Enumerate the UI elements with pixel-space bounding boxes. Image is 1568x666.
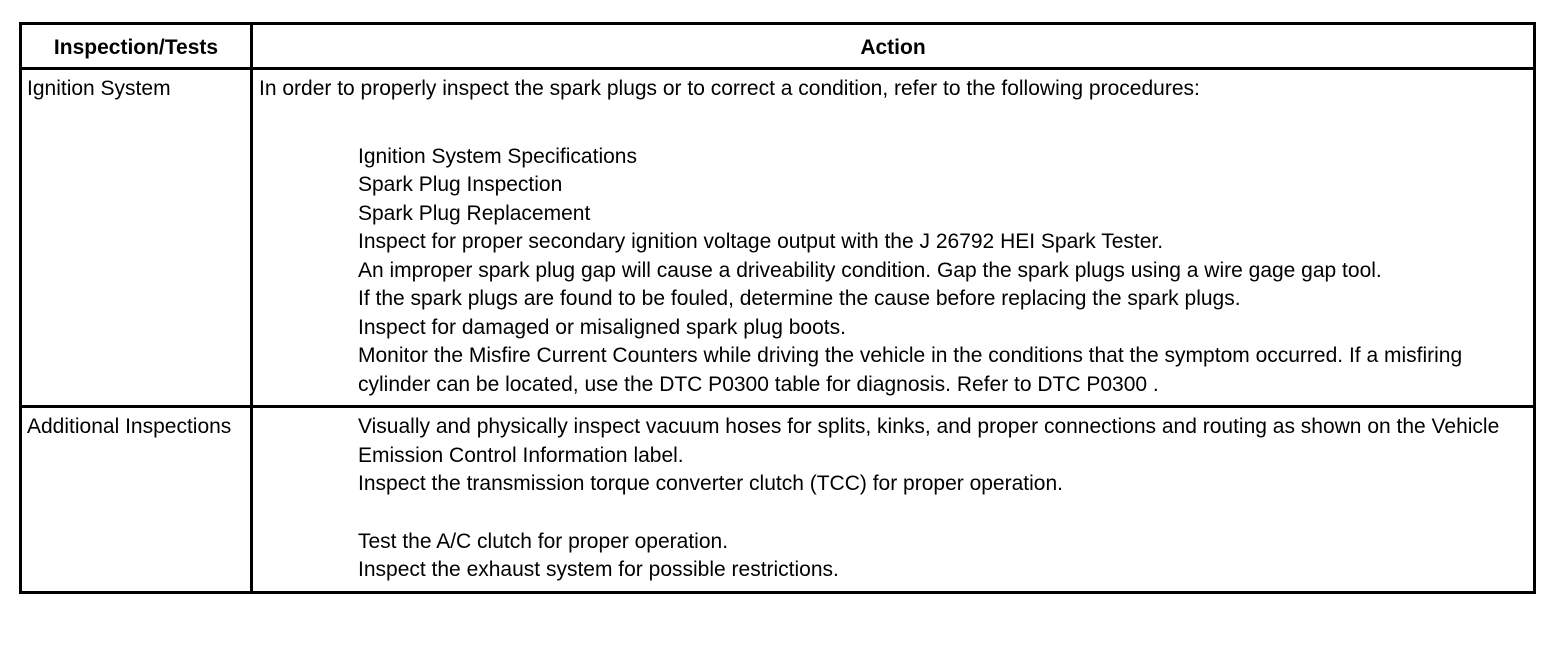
action-step: If the spark plugs are found to be fouled, determine the cause before replacing the spark plugs. — [358, 287, 1241, 310]
action-step: An improper spark plug gap will cause a driveability condition. Gap the spark plugs using a wire gage gap tool. — [358, 258, 1382, 282]
action-step: Spark Plug Replacement — [358, 201, 591, 225]
row-label-additional-inspections: Additional Inspections — [21, 407, 252, 593]
action-step: Monitor the Misfire Current Counters while driving the vehicle in the conditions that the symptom occurred. If a misfiring cylinder can be located, use the DTC P0300 table for diagnosis. Refer to DTC P0300 . — [358, 344, 1463, 396]
action-step: Visually and physically inspect vacuum hoses for splits, kinks, and proper connections and routing as shown on the Vehicle Emission Control Information label. — [358, 415, 1500, 467]
row-label-ignition-system: Ignition System — [21, 69, 252, 407]
header-inspection-tests: Inspection/Tests — [21, 24, 252, 69]
action-steps-additional — [259, 413, 1525, 585]
header-row — [21, 24, 1535, 69]
action-step: Inspect the exhaust system for possible restrictions. — [358, 558, 839, 581]
action-step: Test the A/C clutch for proper operation. — [358, 529, 729, 553]
table-row-ignition-system — [21, 69, 1535, 407]
action-step: Inspect for proper secondary ignition voltage output with the J 26792 HEI Spark Tester. — [358, 230, 1164, 253]
action-step: Spark Plug Inspection — [358, 173, 563, 196]
header-action: Action — [252, 24, 1535, 69]
action-steps-ignition — [259, 143, 1525, 400]
action-intro: In order to properly inspect the spark plugs or to correct a condition, refer to the following procedures: — [259, 77, 1200, 100]
action-cell-additional-inspections — [252, 407, 1535, 593]
action-cell-ignition-system — [252, 69, 1535, 407]
action-step: Inspect the transmission torque converter clutch (TCC) for proper operation. — [358, 472, 1063, 495]
inspection-table — [19, 22, 1536, 594]
table-row-additional-inspections — [21, 407, 1535, 593]
action-step: Inspect for damaged or misaligned spark plug boots. — [358, 315, 846, 339]
action-step: Ignition System Specifications — [358, 144, 637, 168]
